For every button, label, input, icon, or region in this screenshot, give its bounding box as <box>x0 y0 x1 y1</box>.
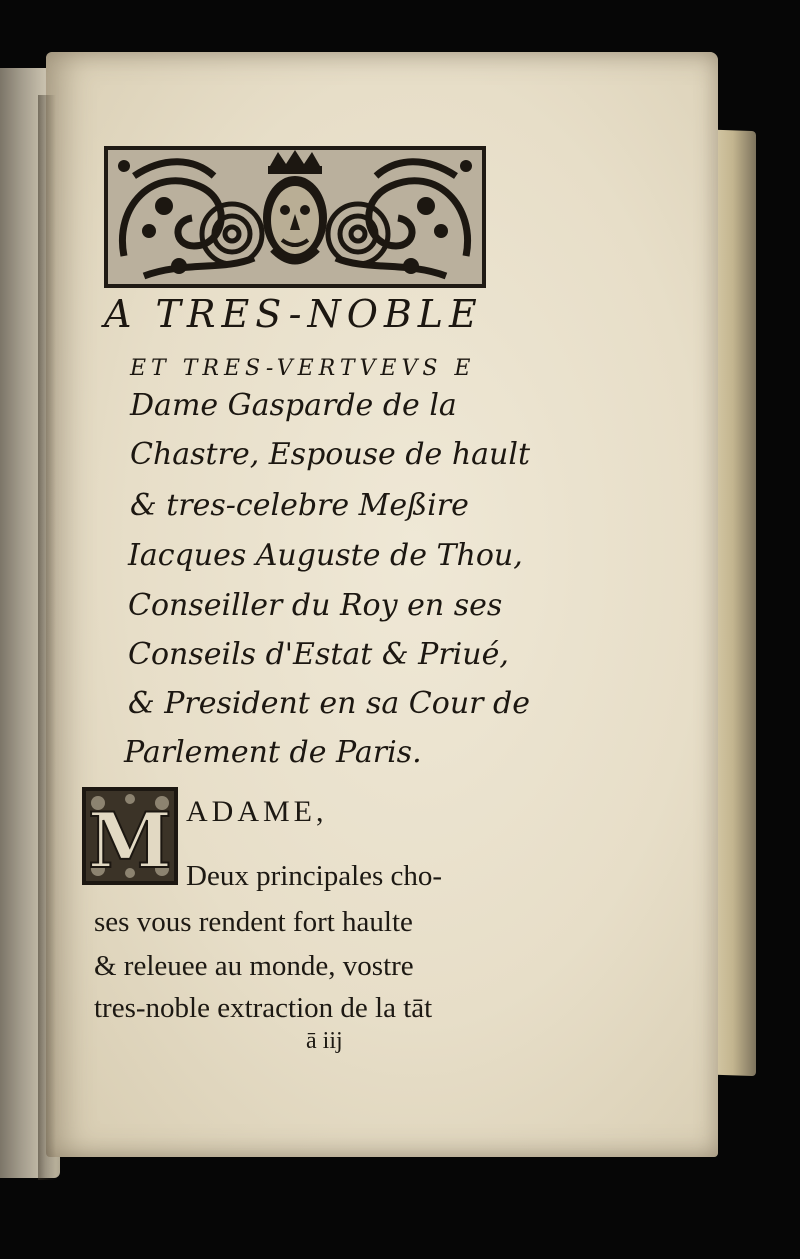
dedication-line: Chastre, Espouse de hault <box>130 437 531 472</box>
body-line: Deux principales cho- <box>186 860 443 892</box>
decorated-initial-m <box>82 787 178 885</box>
salutation-text: ADAME, <box>186 795 328 828</box>
body-line: tres-noble extraction de la tāt <box>94 992 433 1024</box>
initial-letter: M <box>87 796 173 885</box>
dedication-line: Iacques Auguste de Thou, <box>128 538 523 573</box>
dedication-line: & tres-celebre Meßire <box>130 488 469 523</box>
dedication-title-line-2: ET TRES-VERTVEVS E <box>130 356 476 381</box>
headpiece-ornament <box>104 146 486 288</box>
dedication-line: Parlement de Paris. <box>124 735 422 770</box>
dedication-line: Dame Gasparde de la <box>130 388 457 423</box>
page-gutter <box>38 95 56 1180</box>
signature-mark: ā iij <box>306 1028 343 1054</box>
dedication-line: Conseils d'Estat & Priué, <box>128 637 509 672</box>
dedication-line: & President en sa Cour de <box>128 686 530 721</box>
show-through-text <box>480 330 690 890</box>
dedication-line: Conseiller du Roy en ses <box>128 588 503 623</box>
dedication-title-line-1: A TRES-NOBLE <box>104 292 483 336</box>
body-line: ses vous rendent fort haulte <box>94 906 413 938</box>
body-line: & releuee au monde, vostre <box>94 950 414 982</box>
